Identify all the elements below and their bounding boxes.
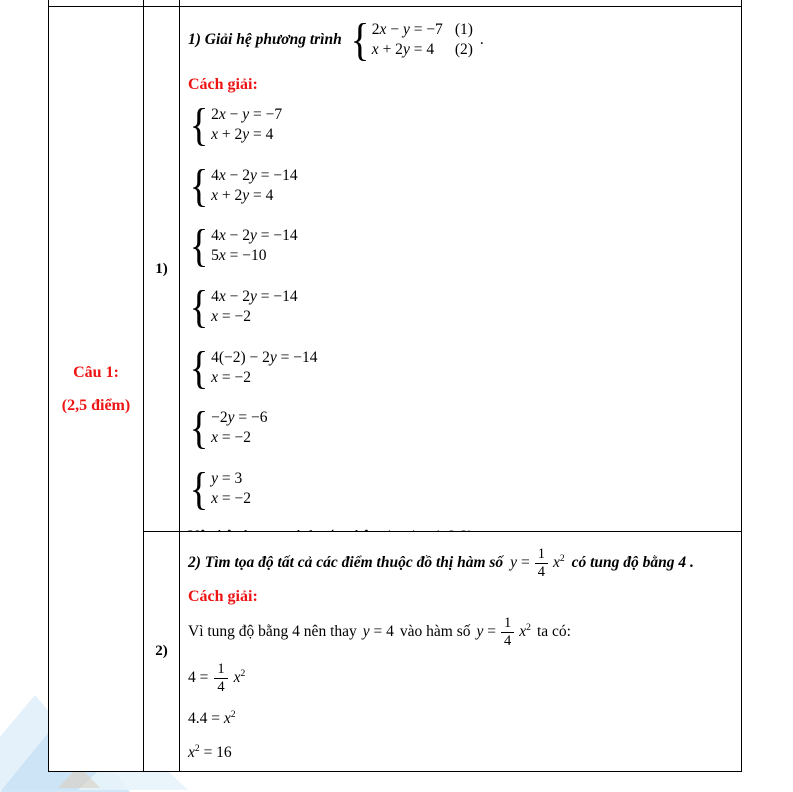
question-label: Câu 1:: [73, 363, 119, 381]
equation-step-1: [188, 656, 735, 700]
body-text: Vì tung độ bằng 4 nên thay: [188, 623, 357, 640]
system-lines: [211, 287, 298, 327]
fraction-denominator: 4: [501, 632, 514, 650]
part1-index-cell: [144, 7, 180, 532]
body-text: vào hàm số: [399, 623, 471, 640]
equation-label: (1): [454, 21, 473, 38]
part2-substitution-line: [188, 612, 735, 652]
equation-line: 4(−2) − 2y = −14: [211, 348, 318, 366]
part1-index-label: 1): [155, 260, 168, 277]
equation-line: −2y = −6: [211, 409, 268, 427]
left-brace: {: [189, 99, 209, 150]
part2-problem-statement: [188, 542, 735, 584]
method-label: Cách giải:: [188, 588, 258, 605]
system-lines: [211, 226, 298, 266]
system-lines: [211, 348, 317, 388]
left-brace: {: [189, 281, 209, 333]
left-brace: {: [189, 220, 209, 272]
part1-systems: [188, 99, 735, 515]
problem-system-lines: [372, 20, 473, 60]
equation-line: x = −2: [211, 489, 251, 507]
part1-problem-statement: [188, 14, 735, 66]
equation-line: 5x = −10: [211, 247, 267, 265]
fraction: [214, 661, 227, 695]
part2-index-cell: [144, 532, 180, 771]
left-brace: {: [189, 341, 209, 393]
equation-line: 4x − 2y = −14: [211, 227, 298, 245]
equation-line: x = −2: [211, 429, 251, 447]
equation-step-3: $x^2 = 16$: [188, 742, 232, 761]
fraction-numerator: 1: [537, 545, 545, 562]
equation-line: x + 2y = 4: [211, 125, 274, 143]
solution-system: [188, 99, 735, 150]
system-lines: [211, 166, 298, 206]
equation-line: 4x − 2y = −14: [211, 287, 298, 305]
previous-row-stub-cell: [180, 0, 741, 7]
part2-title-suffix: có tung độ bằng 4 .: [571, 554, 694, 571]
formula-lhs: y =: [510, 554, 530, 571]
previous-row-stub-cell: [144, 0, 180, 7]
system-lines: [211, 408, 267, 448]
left-brace: {: [189, 463, 209, 515]
part2-content-cell: [180, 532, 741, 771]
equation-line: x + 2y = 4: [371, 41, 435, 58]
equation-lhs: 4 =: [188, 669, 209, 686]
previous-row-stub-cell: [49, 0, 144, 7]
function-formula: [510, 546, 564, 580]
equation-line: 4x − 2y = −14: [211, 166, 298, 184]
equation-line: 2x − y = −7: [371, 21, 443, 38]
part2-index-label: 2): [155, 643, 168, 659]
fraction: [501, 615, 514, 649]
body-math: y = 4: [362, 623, 394, 640]
solution-system: [188, 402, 735, 454]
left-brace: {: [350, 14, 370, 66]
left-brace: {: [189, 159, 209, 211]
equation-step-2: $4.4 = x^2$: [188, 708, 236, 727]
solution-system: [188, 463, 735, 515]
equation-rhs: $x^2$: [233, 667, 246, 686]
system-lines: [211, 469, 251, 509]
part1-content-cell: [180, 7, 741, 532]
equation-line: x + 2y = 4: [211, 186, 274, 204]
question-points: (2,5 điểm): [61, 396, 131, 414]
solution-system: [188, 341, 735, 393]
solution-system: [188, 220, 735, 272]
function-formula: [477, 615, 531, 649]
question-number-cell: [49, 7, 144, 771]
equation-label: (2): [454, 41, 473, 58]
fraction: [535, 546, 548, 580]
part2-title-text: 2) Tìm tọa độ tất cả các điểm thuộc đồ thị hàm số: [188, 554, 504, 571]
sentence-period: .: [479, 31, 484, 48]
formula-rhs: $x^2$: [519, 621, 531, 640]
body-text: ta có:: [536, 623, 571, 640]
problem-system: [349, 14, 473, 66]
equation-line: x = −2: [211, 368, 251, 386]
equation-line: y = 3: [211, 469, 243, 487]
formula-lhs: y =: [476, 623, 497, 640]
part1-title-text: 1) Giải hệ phương trình: [188, 31, 342, 48]
left-brace: {: [189, 402, 209, 454]
equation-line: 2x − y = −7: [211, 105, 283, 123]
method-label: Cách giải:: [188, 76, 258, 93]
solution-system: [188, 281, 735, 333]
formula-rhs: $x^2$: [552, 552, 565, 571]
system-lines: [211, 105, 282, 145]
fraction-numerator: 1: [504, 614, 512, 631]
fraction-denominator: 4: [214, 678, 227, 696]
fraction-numerator: 1: [217, 660, 225, 677]
answer-key-table: [48, 0, 742, 772]
solution-system: [188, 159, 735, 211]
equation-line: x = −2: [211, 307, 251, 325]
fraction-denominator: 4: [535, 563, 548, 581]
